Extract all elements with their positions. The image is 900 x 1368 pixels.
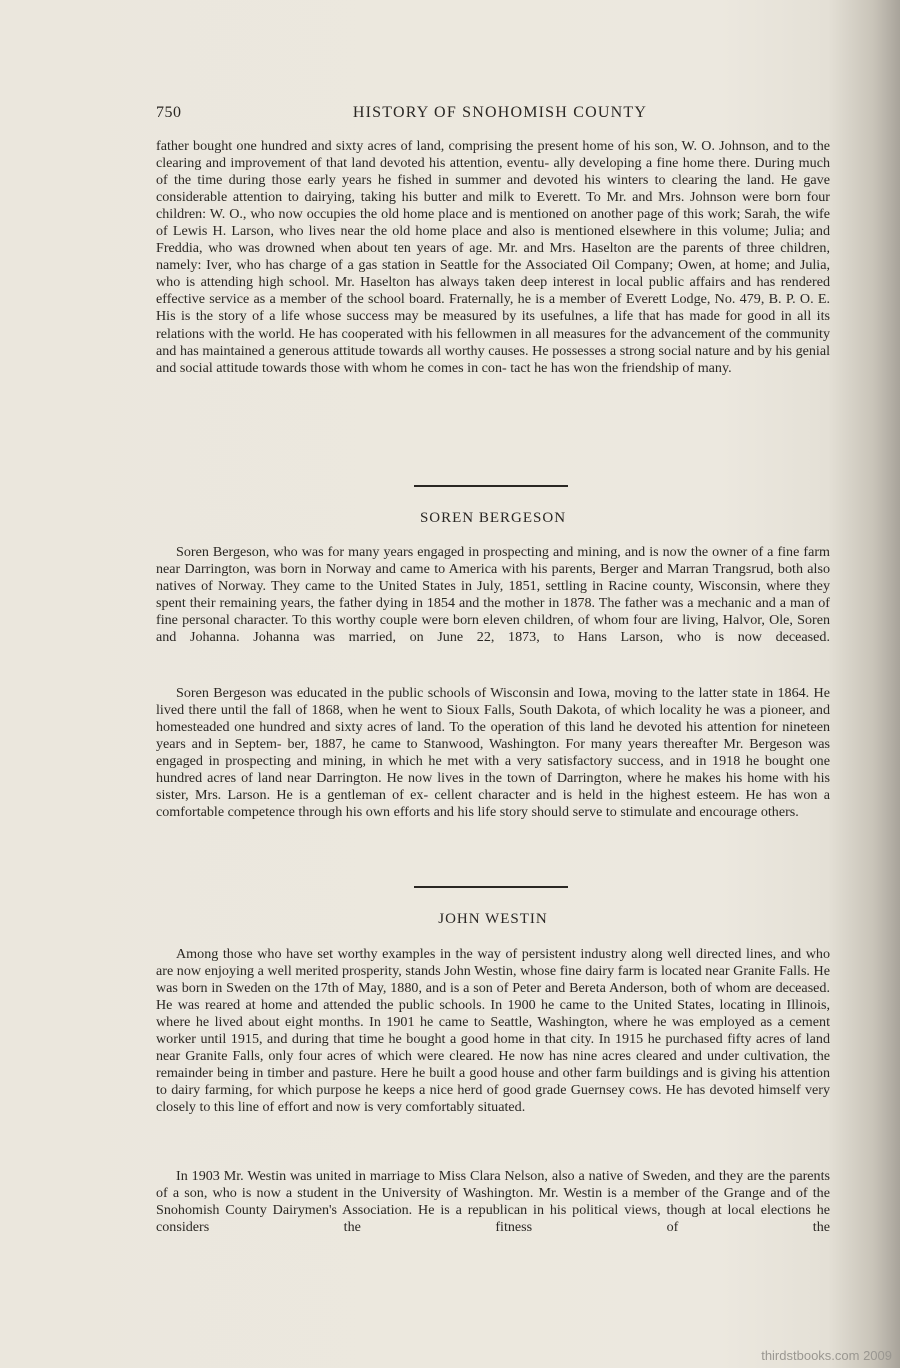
section-divider [414, 886, 568, 888]
running-head: HISTORY OF SNOHOMISH COUNTY [352, 104, 648, 121]
body-paragraph: In 1903 Mr. Westin was united in marriage to Miss Clara Nelson, also a native of Sweden, and they are the parents of a son, who is now a student in the University of Washington. Mr. Westin is a member of the Grange and of the Snohomish County Dairymen's Association. He is a republican in his political views, though at local elections he considers the fitness of the [156, 1168, 830, 1236]
watermark: thirdstbooks.com 2009 [761, 1348, 892, 1363]
section-heading: JOHN WESTIN [438, 911, 548, 927]
body-paragraph: Soren Bergeson was educated in the public schools of Wisconsin and Iowa, moving to the latter state in 1864. He lived there until the fall of 1868, when he went to Sioux Falls, South Dakota, of which locality he was a pioneer, and homesteaded one hundred and sixty acres of land. To the operation of this land he devoted his attention for nineteen years and in Septem- ber, 1887, he came to Stanwood, Washington. For many years thereafter Mr. Bergeson was engaged in prospecting and mining, in which he met with a very satisfactory success, and in 1918 he bought one hundred acres of land near Darrington. He now lives in the town of Darrington, where he makes his home with his sister, Mrs. Larson. He is a gentleman of ex- cellent character and is held in the highest esteem. He has won a comfortable competence through his own efforts and his life story should serve to stimulate and encourage others. [156, 685, 830, 821]
page-number: 750 [156, 104, 182, 121]
body-paragraph: Soren Bergeson, who was for many years engaged in prospecting and mining, and is now the owner of a fine farm near Darrington, was born in Norway and came to America with his parents, Berger and Marran Trangsrud, both also natives of Norway. They came to the United States in July, 1851, settling in Racine county, Wisconsin, where they spent their remaining years, the father dying in 1854 and the mother in 1878. The father was a mechanic and a man of fine personal character. To this worthy couple were born eleven children, of whom four are living, Halvor, Ole, Soren and Johanna. Johanna was married, on June 22, 1873, to Hans Larson, who is now deceased. [156, 544, 830, 646]
section-divider [414, 485, 568, 487]
body-paragraph: father bought one hundred and sixty acres of land, comprising the present home of his son, W. O. Johnson, and to the clearing and improvement of that land devoted his attention, eventu- ally developing a fine home there. During much of the time during those early years he fished in summer and devoted his winters to clearing the land. He gave considerable attention to dairying, taking his butter and milk to Everett. To Mr. and Mrs. Johnson were born four children: W. O., who now occupies the old home place and is mentioned on another page of this work; Sarah, the wife of Lewis H. Larson, who lives near the old home place and also is mentioned elsewhere in this volume; Julia; and Freddia, who was drowned when about ten years of age. Mr. and Mrs. Haselton are the parents of three children, namely: Iver, who has charge of a gas station in Seattle for the Associated Oil Company; Owen, at home; and Julia, who is attending high school. Mr. Haselton has always taken deep interest in local public affairs and has rendered effective service as a member of the school board. Fraternally, he is a member of Everett Lodge, No. 479, B. P. O. E. His is the story of a life whose success may be measured by its usefulnes, a life that has made for good in all its relations with the world. He has cooperated with his fellowmen in all measures for the advancement of the community and has maintained a generous attitude towards all worthy causes. He possesses a strong social nature and by his genial and social attitude towards those with whom he comes in con- tact he has won the friendship of many. [156, 138, 830, 376]
section-heading: SOREN BERGESON [419, 510, 567, 526]
body-paragraph: Among those who have set worthy examples in the way of persistent industry along well directed lines, and who are now enjoying a well merited prosperity, stands John Westin, whose fine dairy farm is located near Granite Falls. He was born in Sweden on the 17th of May, 1880, and is a son of Peter and Bereta Anderson, both of whom are deceased. He was reared at home and attended the public schools. In 1900 he came to the United States, locating in Illinois, where he lived about eight months. In 1901 he came to Seattle, Washington, where he was employed as a cement worker until 1915, and during that time he bought a good home in that city. In 1915 he purchased fifty acres of land near Granite Falls, only four acres of which were cleared. He now has nine acres cleared and under cultivation, the remainder being in timber and pasture. Here he built a good house and other farm buildings and is giving his attention to dairy farming, for which purpose he keeps a nice herd of good grade Guernsey cows. He has devoted himself very closely to this line of effort and now is very comfortably situated. [156, 946, 830, 1116]
